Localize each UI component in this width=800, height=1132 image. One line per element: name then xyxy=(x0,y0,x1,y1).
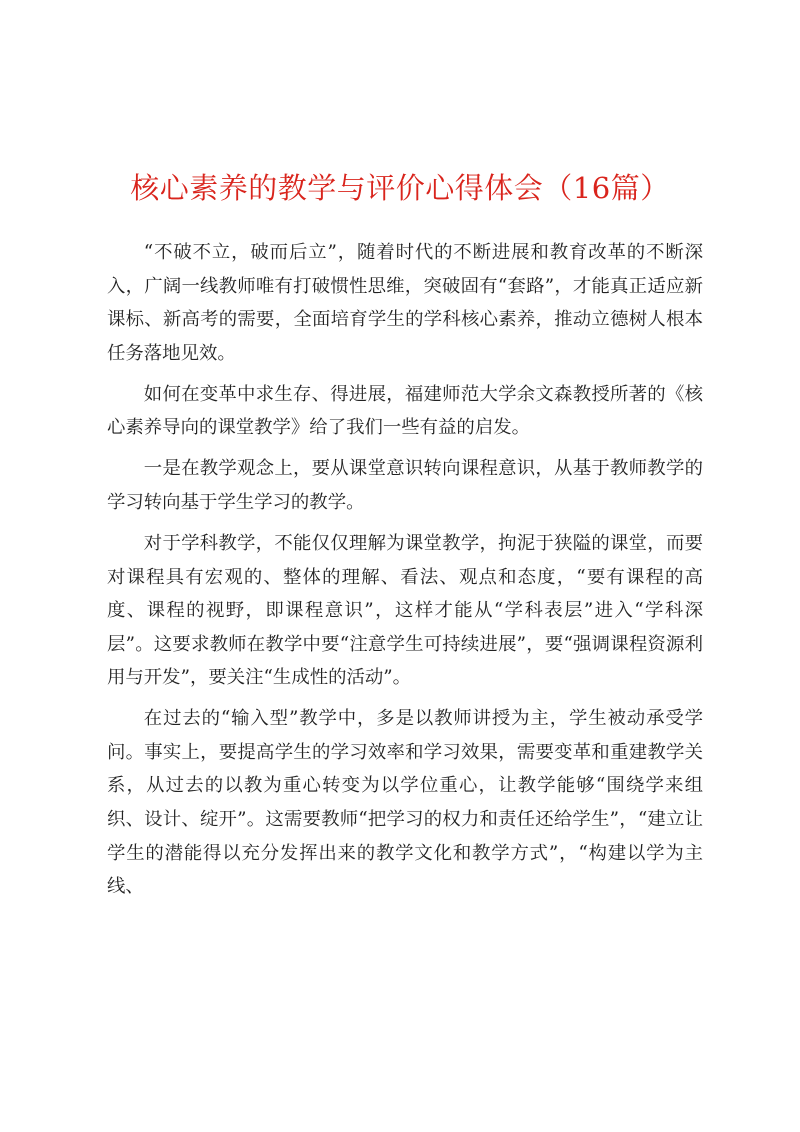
paragraph-3: 一是在教学观念上，要从课堂意识转向课程意识，从基于教师教学的学习转向基于学生学习的教学。 xyxy=(107,458,703,513)
document-title: 核心素养的教学与评价心得体会（16篇） xyxy=(130,171,670,205)
paragraph-2: 如何在变革中求生存、得进展，福建师范大学余文森教授所著的《核心素养导向的课堂教学》给了我们一些有益的启发。 xyxy=(107,383,703,439)
paragraph-5: 在过去的“输入型”教学中，多是以教师讲授为主，学生被动承受学问。事实上，要提高学生的学习效率和学习效果，需要变革和重建教学关系，从过去的以教为重心转变为以学位重心，让教学能够“围绕学来组织、设计、绽开”。这需要教师“把学习的权力和责任还给学生”，“建立让学生的潜能得以充分发挥出来的教学文化和教学方式”，“构建以学为主线、 xyxy=(107,708,703,898)
paragraph-1: “不破不立，破而后立”，随着时代的不断进展和教育改革的不断深入，广阔一线教师唯有打破惯性思维，突破固有“套路”，才能真正适应新课标、新高考的需要，全面培育学生的学科核心素养，推动立德树人根本任务落地见效。 xyxy=(107,242,703,364)
document-body xyxy=(107,236,703,911)
paragraph-4: 对于学科教学，不能仅仅理解为课堂教学，拘泥于狭隘的课堂，而要对课程具有宏观的、整体的理解、看法、观点和态度，“要有课程的高度、课程的视野，即课程意识”，这样才能从“学科表层”进入“学科深层”。这要求教师在教学中要“注意学生可持续进展”，要“强调课程资源利用与开发”，要关注“生成性的活动”。 xyxy=(107,532,703,689)
